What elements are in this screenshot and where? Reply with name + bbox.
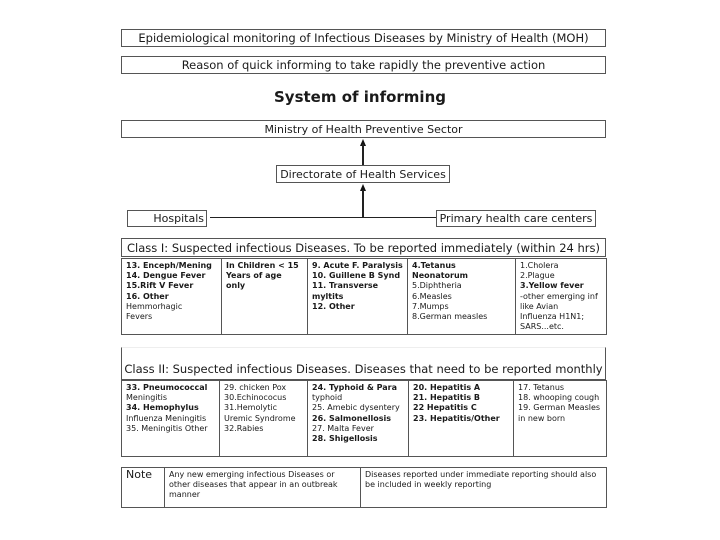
phc-label: Primary health care centers <box>439 212 593 225</box>
list-item: Uremic Syndrome <box>224 413 296 423</box>
note-right: Diseases reported under immediate reporting should also be included in weekly reporting <box>361 468 607 508</box>
list-item: typhoid <box>312 393 343 403</box>
list-item: 24. Typhoid & Para <box>312 383 398 392</box>
list-item: -other emerging inf <box>520 291 598 301</box>
ministry-box <box>121 120 606 138</box>
table-row <box>122 468 607 508</box>
list-item: 20. Hepatitis A <box>413 383 481 392</box>
list-item: 31.Hemolytic <box>224 403 278 413</box>
list-item: 13. Enceph/Mening <box>126 261 212 270</box>
class2-col-2 <box>220 381 308 457</box>
list-item: 14. Dengue Fever <box>126 271 206 281</box>
table-row <box>122 381 607 457</box>
list-item: Fevers <box>126 312 153 322</box>
hospitals-label: Hospitals <box>153 212 204 225</box>
list-item: 18. whooping cough <box>518 393 600 403</box>
list-item: 1.Cholera <box>520 261 559 270</box>
connector-line <box>210 217 436 218</box>
hospitals-box <box>127 210 207 227</box>
list-item: 8.German measles <box>412 312 488 322</box>
list-item: 21. Hepatitis B <box>413 393 480 403</box>
class2-table <box>121 380 607 457</box>
main-title: Epidemiological monitoring of Infectious Diseases by Ministry of Health (MOH) <box>138 31 589 45</box>
list-item: 25. Amebic dysentery <box>312 403 400 413</box>
class1-title: Class I: Suspected infectious Diseases. To be reported immediately (within 24 hrs) <box>127 240 600 255</box>
list-item: 3.Yellow fever <box>520 281 584 291</box>
list-item: In Children < 15 <box>226 261 299 270</box>
connector-line <box>362 190 364 218</box>
class2-col-5 <box>514 381 607 457</box>
list-item: 34. Hemophylus <box>126 403 199 413</box>
subtitle-box <box>121 56 606 74</box>
note-left: Any new emerging infectious Diseases or other diseases that appear in an outbreak manner <box>165 468 361 508</box>
list-item: 12. Other <box>312 301 355 311</box>
connector-line <box>362 144 364 165</box>
class2-title: Class II: Suspected infectious Diseases. Diseases that need to be reported monthly <box>124 362 603 376</box>
list-item: like Avian <box>520 301 559 311</box>
list-item: Hemmorhagic <box>126 301 183 311</box>
list-item: 26. Salmonellosis <box>312 413 392 423</box>
list-item: 10. Guillene B Synd <box>312 271 401 281</box>
directorate-box <box>276 165 450 183</box>
class2-col-4 <box>409 381 514 457</box>
list-item: 23. Hepatitis/Other <box>413 413 500 423</box>
list-item: 28. Shigellosis <box>312 434 378 444</box>
list-item: 9. Acute F. Paralysis <box>312 261 403 270</box>
list-item: in new born <box>518 413 566 423</box>
list-item: 4.Tetanus Neonatorum <box>412 261 469 281</box>
class2-col-1 <box>122 381 220 457</box>
list-item: 6.Measles <box>412 291 452 301</box>
note-table <box>121 467 607 508</box>
list-item: 11. Transverse myltits <box>312 281 379 301</box>
list-item: 32.Rabies <box>224 423 264 433</box>
list-item: Meningitis <box>126 393 168 403</box>
class1-table <box>121 258 607 335</box>
list-item: 5.Diphtheria <box>412 281 462 291</box>
list-item: 19. German Measles <box>518 403 601 413</box>
main-title-box <box>121 29 606 47</box>
list-item: 22 Hepatitis C <box>413 403 477 413</box>
list-item: 30.Echinococus <box>224 393 287 403</box>
note-label: Note <box>122 468 165 508</box>
ministry-label: Ministry of Health Preventive Sector <box>264 122 463 136</box>
list-item: 15.Rift V Fever <box>126 281 194 291</box>
list-item: 7.Mumps <box>412 301 449 311</box>
class1-col-5 <box>516 259 607 335</box>
list-item: SARS...etc. <box>520 322 564 332</box>
list-item: 17. Tetanus <box>518 383 565 392</box>
table-row <box>122 259 607 335</box>
list-item: Influenza H1N1; <box>520 312 585 322</box>
subtitle: Reason of quick informing to take rapidly the preventive action <box>181 58 546 72</box>
class2-title-box <box>121 347 606 380</box>
list-item: Influenza Meningitis <box>126 413 207 423</box>
phc-box <box>436 210 596 227</box>
class1-col-1 <box>122 259 222 335</box>
class1-col-2 <box>222 259 308 335</box>
list-item: 33. Pneumococcal <box>126 383 208 392</box>
list-item: 35. Meningitis Other <box>126 423 208 433</box>
class1-col-3 <box>308 259 408 335</box>
class2-col-3 <box>308 381 409 457</box>
list-item: Years of age only <box>226 271 282 291</box>
system-heading: System of informing <box>274 88 446 106</box>
directorate-label: Directorate of Health Services <box>280 167 446 181</box>
list-item: 29. chicken Pox <box>224 383 287 392</box>
list-item: 16. Other <box>126 291 169 301</box>
list-item: 27. Malta Fever <box>312 423 374 433</box>
list-item: 2.Plague <box>520 271 555 281</box>
class1-title-box <box>121 238 606 257</box>
class1-col-4 <box>408 259 516 335</box>
